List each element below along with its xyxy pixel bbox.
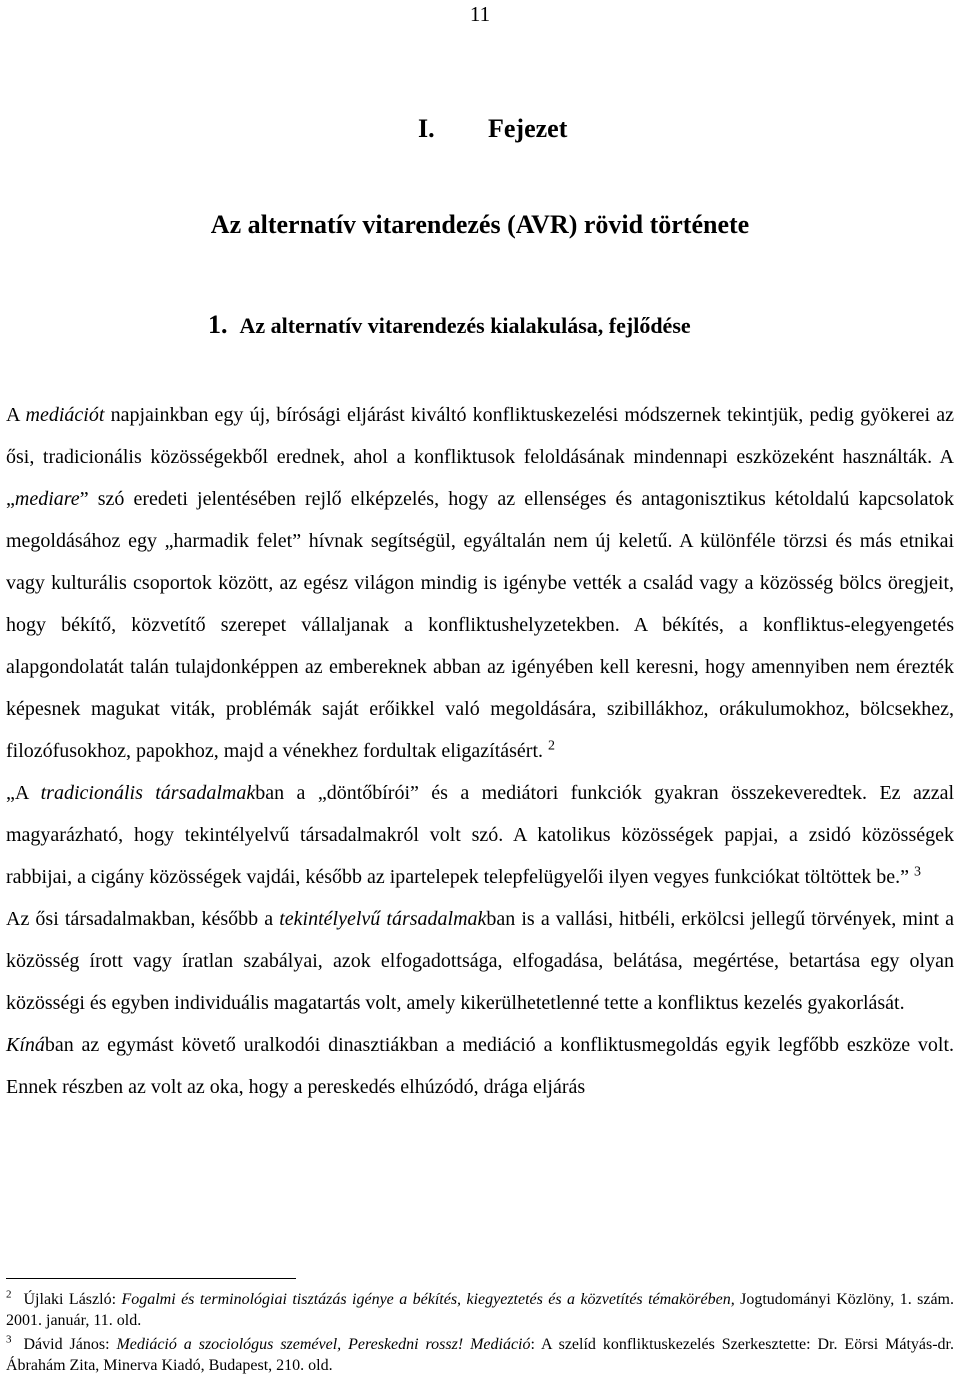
footnote (6, 1290, 954, 1331)
italic-run: tekintélyelvű társadalmak (279, 908, 487, 930)
footnote (6, 1335, 954, 1376)
text-run: ban is a vallási, hitbéli, erkölcsi jellegű törvények, mint a közösség írott vagy íratlan szabályai, azok elfogadottsága, elfogadása, belátása, megértése, betartása egy olyan közösségi és egyben individuális magatartás volt, amely kikerülhetetlenné tette a konfliktus kezelés gyakorlását. (6, 908, 955, 1014)
footnote-author: Újlaki László: (23, 1291, 122, 1308)
text-run: „A (6, 782, 41, 804)
section-heading (208, 310, 691, 340)
footnote-number: 2 (6, 1288, 12, 1301)
chapter-number: I. (418, 114, 435, 143)
italic-run: Kíná (6, 1034, 45, 1056)
footnote-source: : A szelíd konfliktuskezelés Szerkesztette: Dr. Eörsi Mátyás-dr. Ábrahám Zita, Minerva Kiadó, Budapest, 210. old. (6, 1336, 955, 1374)
paragraph (6, 772, 954, 898)
paragraph (6, 898, 954, 1024)
footnote-author: Dávid János: (23, 1336, 117, 1353)
page-number: 11 (469, 2, 491, 26)
footnote-ref[interactable]: 2 (548, 738, 556, 754)
footnote-number: 3 (6, 1333, 12, 1346)
chapter-title: Az alternatív vitarendezés (AVR) rövid története (210, 210, 750, 239)
section-label: Az alternatív vitarendezés kialakulása, fejlődése (239, 313, 691, 338)
text-run: ban a „döntőbírói” és a mediátori funkciók gyakran összekeveredtek. Ez azzal magyarázható, hogy tekintélyelvű társadalmakról volt szó. A katolikus közösségek papjai, a zsidó közösségek rabbijai, a cigány közösségek vajdái, később az ipartelepek telepfelügyelői ilyen vegyes funkciókat töltöttek be.” (6, 782, 955, 888)
section-number: 1. (208, 310, 228, 339)
text-run: Az ősi társadalmakban, később a (6, 908, 280, 930)
footnote-source: Jogtudományi Közlöny, 1. szám. 2001. január, 11. old. (6, 1291, 954, 1329)
italic-run: tradicionális társadalmak (40, 782, 256, 804)
italic-run: mediációt (25, 404, 105, 426)
footnote-divider (6, 1278, 296, 1279)
paragraph (6, 394, 954, 772)
text-run: ban az egymást követő uralkodói dinasztiákban a mediáció a konfliktusmegoldás egyik legfőbb eszköze volt. Ennek részben az volt az oka, hogy a pereskedés elhúzódó, drága eljárás (6, 1034, 954, 1098)
chapter-heading (418, 114, 567, 144)
text-run: A (6, 404, 26, 426)
chapter-label: Fejezet (488, 114, 568, 143)
body-text (6, 394, 954, 1108)
text-run: napjainkban egy új, bírósági eljárást kiváltó konfliktuskezelési módszernek tekintjük, pedig gyökerei az ősi, tradicionális közösségekből erednek, ahol a konfliktusok feloldásának mindennapi eszközeként használták. A „ (6, 404, 954, 510)
footnote-ref[interactable]: 3 (914, 864, 922, 880)
footnote-title: Mediáció a szociológus szemével, Pereskedni rossz! Mediáció (116, 1336, 531, 1353)
paragraph (6, 1024, 954, 1108)
text-run: ” szó eredeti jelentésében rejlő elképzelés, hogy az ellenséges és antagonisztikus kétoldalú kapcsolatok megoldásához egy „harmadik felet” hívnak segítségül, egyáltalán nem új keletű. A különféle törzsi és más etnikai vagy kulturális csoportok között, az egész világon mindig is igénybe vették a család vagy a közösség bölcs öregjeit, hogy békítő, közvetítő szerepet vállaljanak a konfliktushelyzetekben. A békítés, a konfliktus-elegyengetés alapgondolatát talán tulajdonképpen az embereknek abban az igényében kell keresni, hogy amennyiben nem érezték képesnek magukat viták, problémák saját erőikkel való megoldására, szibillákhoz, orákulumokhoz, bölcsekhez, filozófusokhoz, papokhoz, majd a vénekhez fordultak eligazításért. (6, 488, 954, 762)
footnote-title: Fogalmi és terminológiai tisztázás igénye a békítés, kiegyeztetés és a közvetítés témakörében, (121, 1291, 735, 1308)
italic-run: mediare (14, 488, 80, 510)
footnotes (6, 1290, 954, 1380)
